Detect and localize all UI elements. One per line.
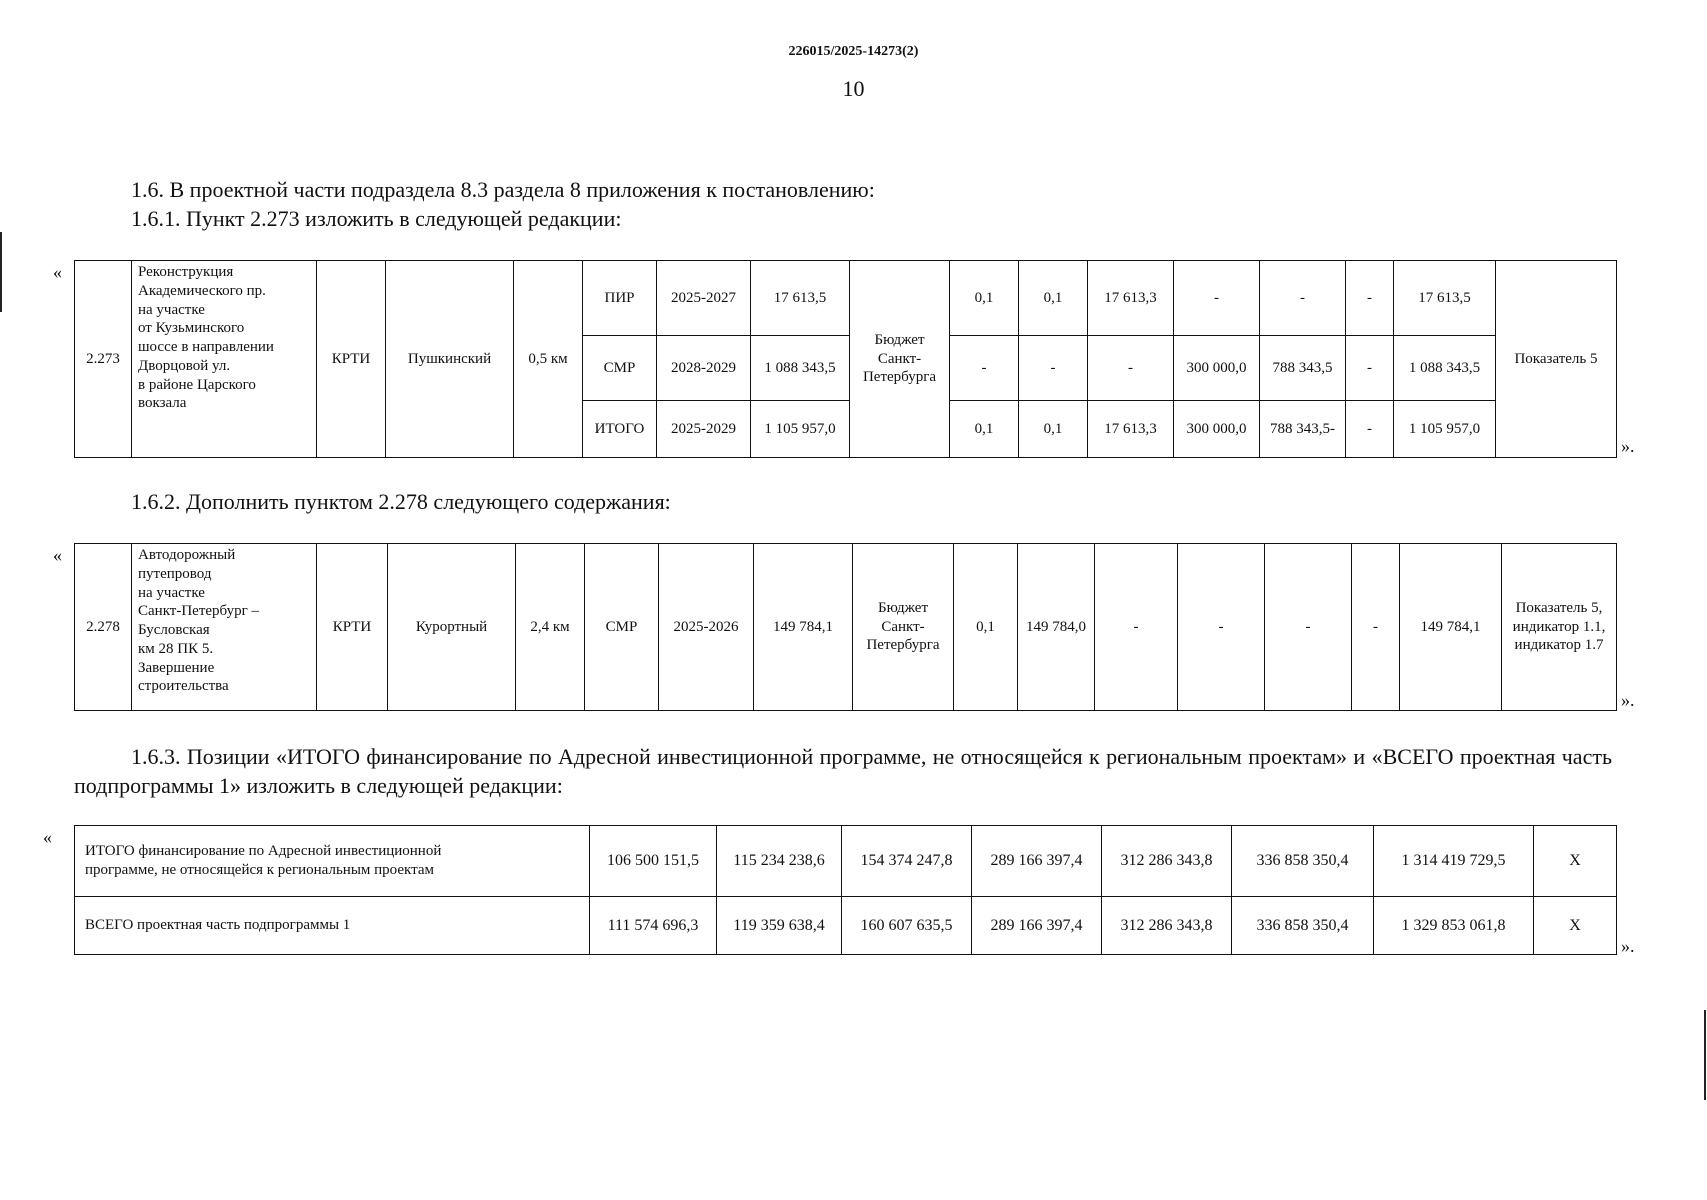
total-cost-cell: 149 784,1 <box>754 544 853 711</box>
close-quote: ». <box>1621 436 1635 456</box>
year-value-cell: - <box>1095 544 1178 711</box>
period-cell: 2025-2026 <box>659 544 754 711</box>
scan-edge-mark <box>0 232 2 312</box>
item-number: 2.278 <box>75 544 132 711</box>
year-value-cell: - <box>1178 544 1265 711</box>
indicator-cell: Показатель 5, индикатор 1.1, индикатор 1.7 <box>1502 544 1617 711</box>
year-value-cell: - <box>1352 544 1400 711</box>
year-value-cell: - <box>1260 261 1346 336</box>
length-cell: 2,4 км <box>516 544 585 711</box>
table-row <box>75 826 1617 897</box>
year-value-cell: 788 343,5 <box>1260 336 1346 401</box>
sum-value-cell: 149 784,1 <box>1400 544 1502 711</box>
x-mark-cell: Х <box>1534 826 1617 897</box>
year-value-cell: 300 000,0 <box>1174 336 1260 401</box>
district-cell: Пушкинский <box>386 261 514 458</box>
program-table-item-2-273 <box>74 260 1617 458</box>
year-value-cell: - <box>1174 261 1260 336</box>
year-value-cell: 0,1 <box>950 401 1019 458</box>
year-value-cell: - <box>1019 336 1088 401</box>
sum-value-cell: 1 105 957,0 <box>1394 401 1496 458</box>
year-value-cell: 0,1 <box>954 544 1018 711</box>
year-value-cell: 0,1 <box>1019 401 1088 458</box>
year-value-cell: - <box>1088 336 1174 401</box>
year-value-cell: - <box>1265 544 1352 711</box>
length-cell: 0,5 км <box>514 261 583 458</box>
indicator-cell: Показатель 5 <box>1496 261 1617 458</box>
total-cost-cell: 1 088 343,5 <box>751 336 850 401</box>
open-quote: « <box>53 262 62 282</box>
sum-value-cell: 1 088 343,5 <box>1394 336 1496 401</box>
grand-total-cell: 1 314 419 729,5 <box>1374 826 1534 897</box>
total-cost-cell: 17 613,5 <box>751 261 850 336</box>
stage-cell: ИТОГО <box>583 401 657 458</box>
year-total-cell: 119 359 638,4 <box>717 897 842 955</box>
stage-cell: СМР <box>583 336 657 401</box>
document-registration-number: 226015/2025-14273(2) <box>788 44 919 59</box>
page-number: 10 <box>842 76 865 101</box>
year-total-cell: 336 858 350,4 <box>1232 897 1374 955</box>
year-total-cell: 160 607 635,5 <box>842 897 972 955</box>
total-row-label: ВСЕГО проектная часть подпрограммы 1 <box>75 897 590 955</box>
year-value-cell: - <box>950 336 1019 401</box>
table-row <box>75 261 1617 336</box>
district-cell: Курортный <box>388 544 516 711</box>
year-total-cell: 115 234 238,6 <box>717 826 842 897</box>
year-value-cell: 0,1 <box>1019 261 1088 336</box>
table-row <box>75 544 1617 711</box>
year-value-cell: - <box>1346 401 1394 458</box>
year-total-cell: 106 500 151,5 <box>590 826 717 897</box>
section-heading-1-6-1: 1.6.1. Пункт 2.273 изложить в следующей редакции: <box>131 206 622 231</box>
section-heading-1-6-2: 1.6.2. Дополнить пунктом 2.278 следующего содержания: <box>131 489 671 514</box>
year-total-cell: 154 374 247,8 <box>842 826 972 897</box>
year-value-cell: 300 000,0 <box>1174 401 1260 458</box>
section-heading-1-6: 1.6. В проектной части подраздела 8.3 раздела 8 приложения к постановлению: <box>131 177 875 202</box>
stage-cell: ПИР <box>583 261 657 336</box>
year-value-cell: 0,1 <box>950 261 1019 336</box>
open-quote: « <box>43 827 52 847</box>
year-value-cell: - <box>1346 336 1394 401</box>
sum-value-cell: 17 613,5 <box>1394 261 1496 336</box>
year-total-cell: 312 286 343,8 <box>1102 897 1232 955</box>
table-row <box>75 897 1617 955</box>
program-table-item-2-278 <box>74 543 1617 711</box>
period-cell: 2028-2029 <box>657 336 751 401</box>
close-quote: ». <box>1621 936 1635 956</box>
total-row-label: ИТОГО финансирование по Адресной инвестиционной программе, не относящейся к региональным проектам <box>75 826 590 897</box>
year-value-cell: 17 613,3 <box>1088 401 1174 458</box>
x-mark-cell: Х <box>1534 897 1617 955</box>
scan-edge-mark <box>1704 1010 1706 1100</box>
year-total-cell: 336 858 350,4 <box>1232 826 1374 897</box>
grand-total-cell: 1 329 853 061,8 <box>1374 897 1534 955</box>
year-value-cell: 17 613,3 <box>1088 261 1174 336</box>
agency-cell: КРТИ <box>317 261 386 458</box>
period-cell: 2025-2029 <box>657 401 751 458</box>
year-total-cell: 111 574 696,3 <box>590 897 717 955</box>
year-total-cell: 289 166 397,4 <box>972 826 1102 897</box>
stage-cell: СМР <box>585 544 659 711</box>
year-total-cell: 312 286 343,8 <box>1102 826 1232 897</box>
totals-table <box>74 825 1617 955</box>
year-value-cell: - <box>1346 261 1394 336</box>
item-number: 2.273 <box>75 261 132 458</box>
year-total-cell: 289 166 397,4 <box>972 897 1102 955</box>
year-value-cell: 788 343,5- <box>1260 401 1346 458</box>
funding-source-cell: Бюджет Санкт- Петербурга <box>853 544 954 711</box>
total-cost-cell: 1 105 957,0 <box>751 401 850 458</box>
agency-cell: КРТИ <box>317 544 388 711</box>
object-name: Автодорожный путепровод на участке Санкт-Петербург – Бусловская км 28 ПК 5. Завершение строительства <box>132 544 317 711</box>
period-cell: 2025-2027 <box>657 261 751 336</box>
close-quote: ». <box>1621 690 1635 710</box>
object-name: Реконструкция Академического пр. на участке от Кузьминского шоссе в направлении Дворцовой ул. в районе Царского вокзала <box>132 261 317 458</box>
funding-source-cell: Бюджет Санкт- Петербурга <box>850 261 950 458</box>
open-quote: « <box>53 545 62 565</box>
section-heading-1-6-3: 1.6.3. Позиции «ИТОГО финансирование по Адресной инвестиционной программе, не относящейся к региональным проектам» и «ВСЕГО проектная часть подпрограммы 1» изложить в следующей редакции: <box>74 744 1612 798</box>
year-value-cell: 149 784,0 <box>1018 544 1095 711</box>
